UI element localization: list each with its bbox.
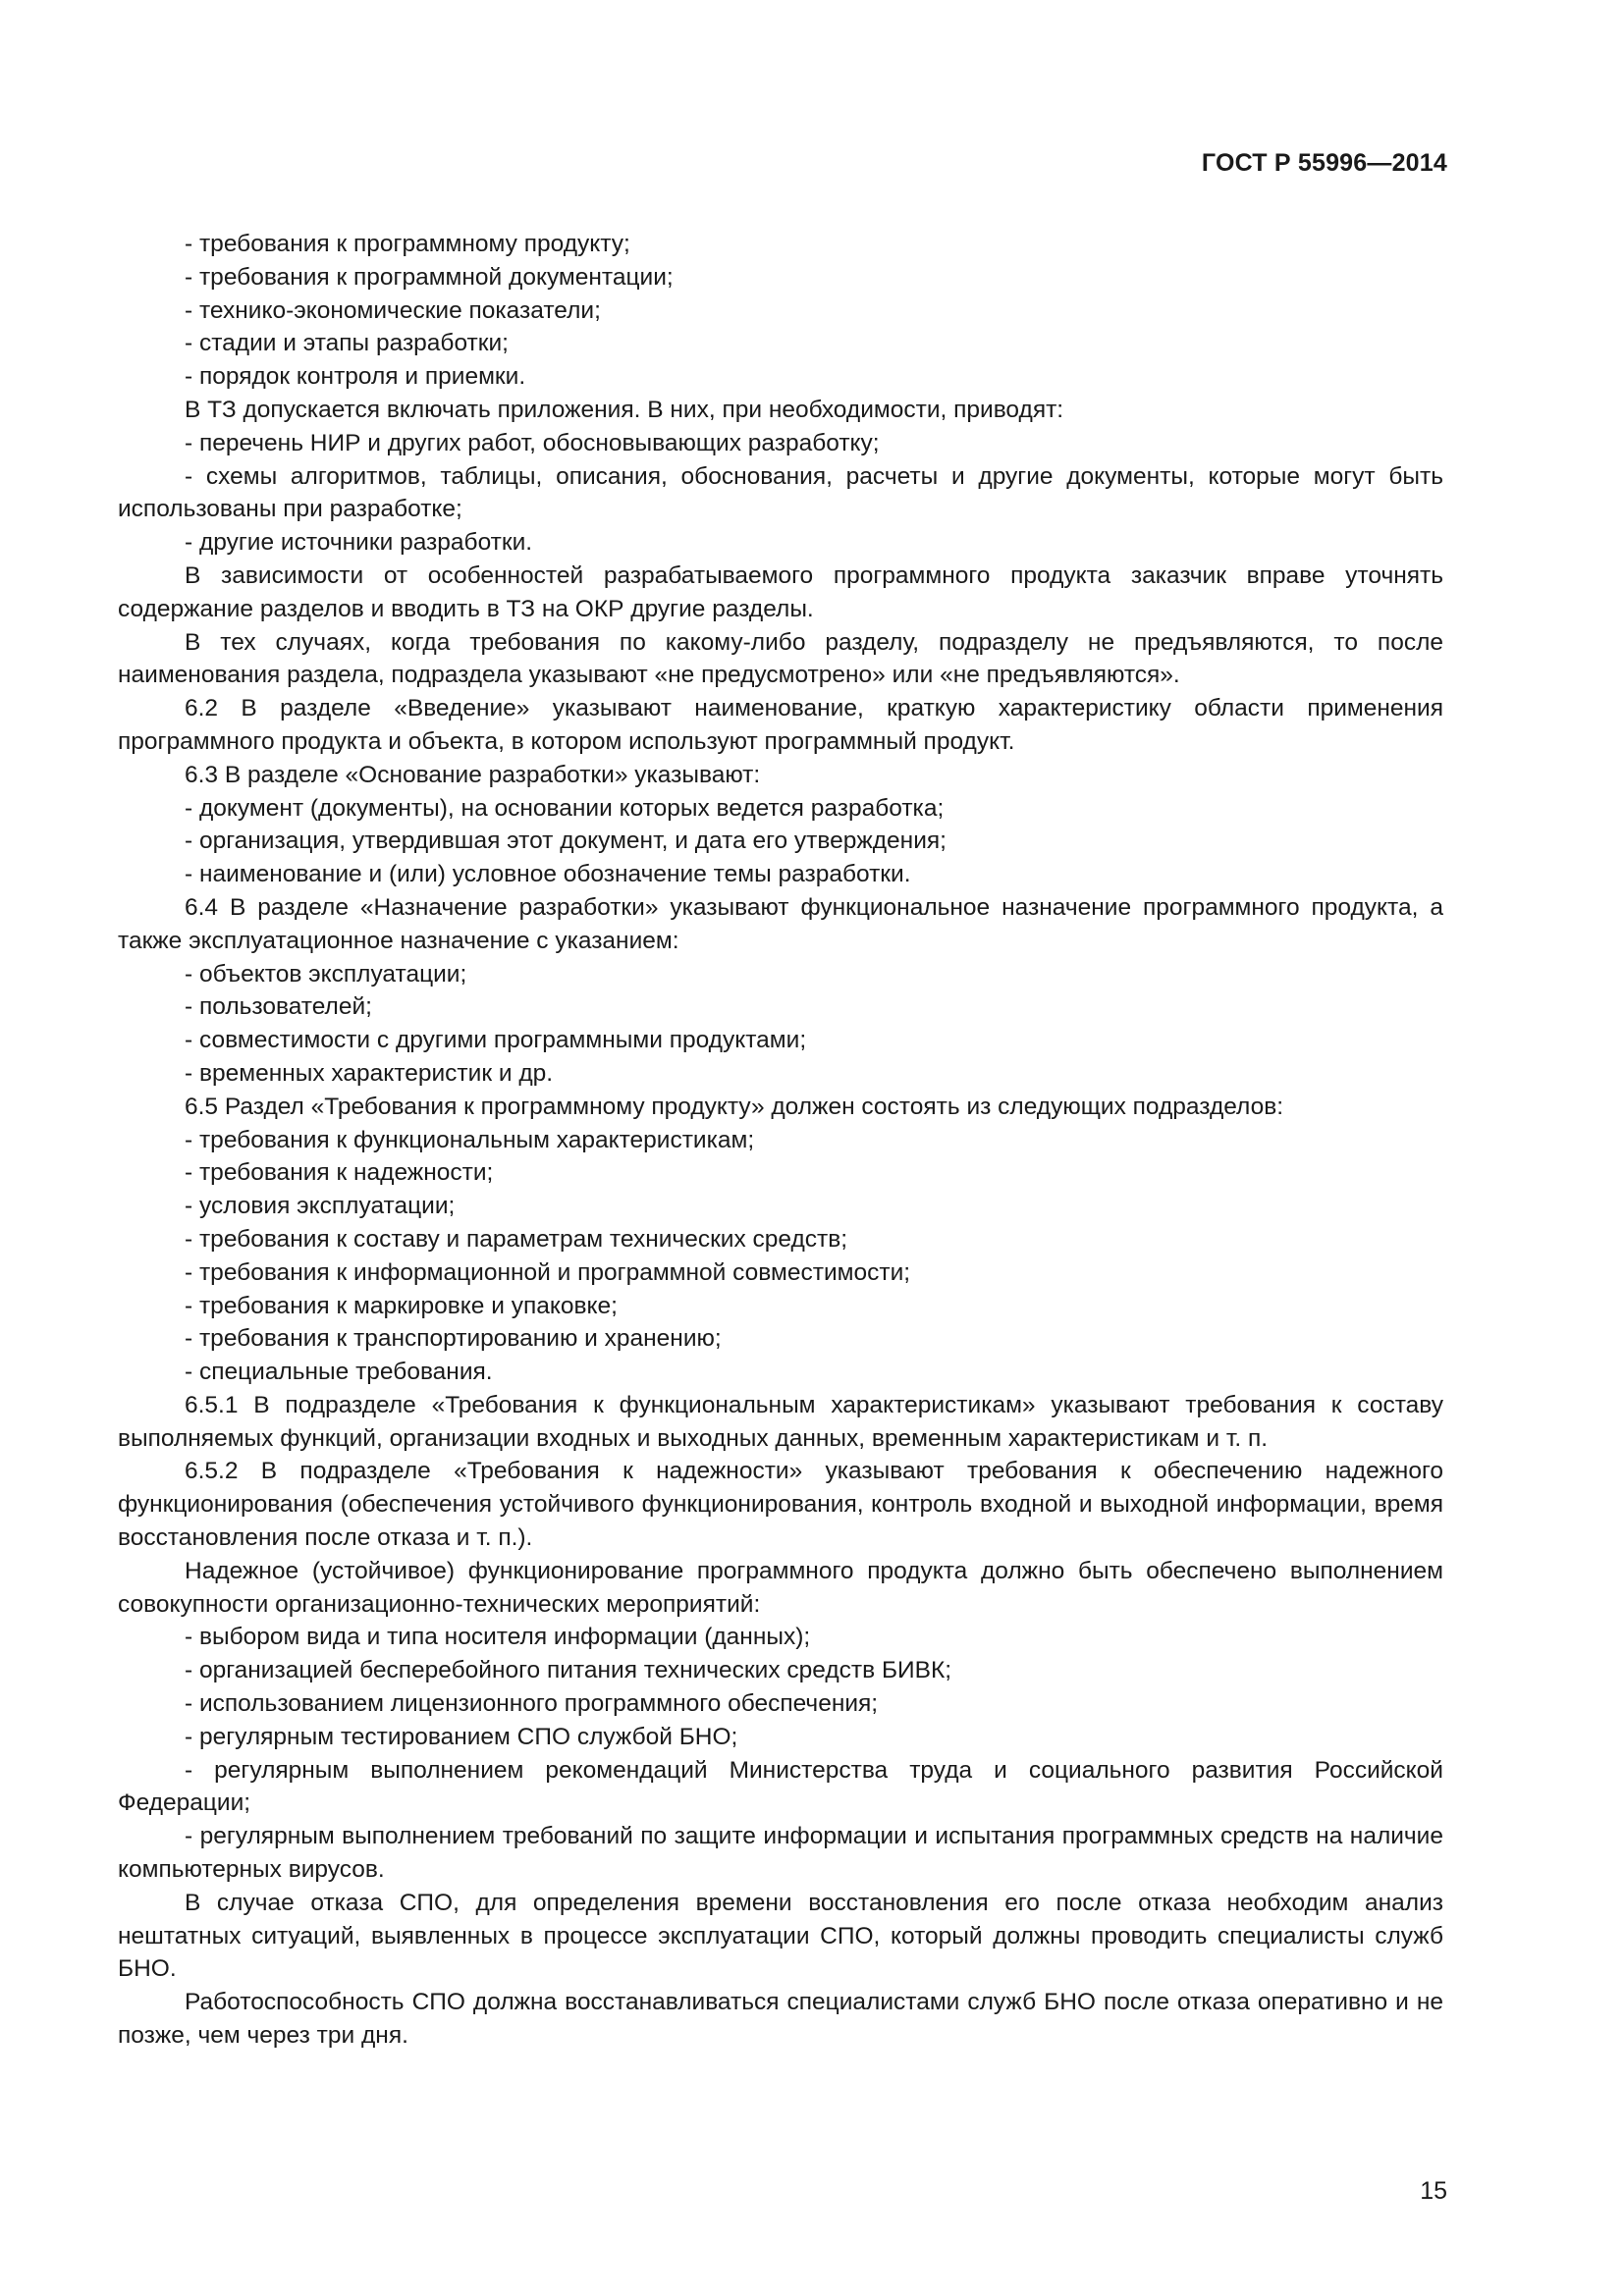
list-item: - наименование и (или) условное обозначение темы разработки. [185, 861, 911, 888]
clause-6-5-2: 6.5.2 В подразделе «Требования к надежности» указывают требования к обеспечению надежного функционирования (обеспечения устойчивого функционирования, контроль входной и выходной информации, время восстановления после отказа и т. п.). [118, 1458, 1443, 1552]
clause-6-3: 6.3 В разделе «Основание разработки» указывают: [185, 761, 761, 788]
list-item: - регулярным выполнением рекомендаций Министерства труда и социального развития Российской Федерации; [118, 1756, 1443, 1817]
paragraph: В случае отказа СПО, для определения времени восстановления его после отказа необходим анализ нештатных ситуаций, выявленных в процессе эксплуатации СПО, который должны проводить специалисты служб БНО. [118, 1889, 1443, 1983]
list-item: - документ (документы), на основании которых ведется разработка; [185, 794, 945, 822]
clause-6-5: 6.5 Раздел «Требования к программному продукту» должен состоять из следующих подразделов: [185, 1093, 1284, 1120]
list-item: - требования к маркировке и упаковке; [185, 1292, 618, 1319]
list-item: - выбором вида и типа носителя информации (данных); [185, 1624, 811, 1651]
list-item: - требования к программному продукту; [185, 231, 630, 257]
standard-designation: ГОСТ Р 55996—2014 [1201, 149, 1447, 177]
list-item: - порядок контроля и приемки. [185, 363, 526, 391]
list-item: - требования к составу и параметрам технических средств; [185, 1225, 848, 1253]
clause-6-5-1: 6.5.1 В подразделе «Требования к функциональным характеристикам» указывают требования к составу выполняемых функций, организации входных и выходных данных, временным характеристикам и т. п. [118, 1391, 1443, 1452]
list-item: - требования к транспортированию и хранению; [185, 1325, 722, 1353]
list-item: - организация, утвердившая этот документ, и дата его утверждения; [185, 828, 947, 855]
paragraph: В зависимости от особенностей разрабатываемого программного продукта заказчик вправе уточнять содержание разделов и вводить в ТЗ на ОКР другие разделы. [118, 561, 1443, 622]
list-item: - требования к программной документации; [185, 263, 674, 291]
list-item: - схемы алгоритмов, таблицы, описания, обоснования, расчеты и другие документы, которые могут быть использованы при разработке; [118, 462, 1443, 523]
list-item: - временных характеристик и др. [185, 1059, 554, 1087]
list-item: - требования к информационной и программной совместимости; [185, 1258, 911, 1286]
paragraph: Надежное (устойчивое) функционирование программного продукта должно быть обеспечено выполнением совокупности организационно-технических мероприятий: [118, 1557, 1443, 1618]
list-item: - другие источники разработки. [185, 529, 533, 557]
list-item: - стадии и этапы разработки; [185, 330, 509, 357]
list-item: - перечень НИР и других работ, обосновывающих разработку; [185, 429, 880, 456]
body-text [118, 228, 1443, 2053]
list-item: - регулярным выполнением требований по защите информации и испытания программных средств на наличие компьютерных вирусов. [118, 1823, 1443, 1884]
list-item: - условия эксплуатации; [185, 1193, 456, 1220]
clause-6-4: 6.4 В разделе «Назначение разработки» указывают функциональное назначение программного продукта, а также эксплуатационное назначение с указанием: [118, 893, 1443, 954]
paragraph: Работоспособность СПО должна восстанавливаться специалистами служб БНО после отказа оперативно и не позже, чем через три дня. [118, 1989, 1443, 2050]
list-item: - специальные требования. [185, 1359, 493, 1386]
list-item: - пользователей; [185, 993, 372, 1021]
list-item: - требования к надежности; [185, 1159, 494, 1187]
clause-6-2: 6.2 В разделе «Введение» указывают наименование, краткую характеристику области применения программного продукта и объекта, в котором используют программный продукт. [118, 695, 1443, 755]
list-item: - регулярным тестированием СПО службой БНО; [185, 1723, 738, 1750]
list-item: - совместимости с другими программными продуктами; [185, 1027, 807, 1054]
list-item: - технико-экономические показатели; [185, 296, 601, 324]
list-item: - организацией бесперебойного питания технических средств БИВК; [185, 1657, 952, 1684]
list-item: - использованием лицензионного программного обеспечения; [185, 1690, 879, 1718]
list-item: - объектов эксплуатации; [185, 960, 467, 988]
paragraph: В ТЗ допускается включать приложения. В них, при необходимости, приводят: [185, 396, 1064, 423]
page-number: 15 [1420, 2177, 1447, 2205]
list-item: - требования к функциональным характеристикам; [185, 1126, 755, 1153]
paragraph: В тех случаях, когда требования по какому-либо разделу, подразделу не предъявляются, то после наименования раздела, подраздела указывают «не предусмотрено» или «не предъявляются». [118, 628, 1443, 689]
